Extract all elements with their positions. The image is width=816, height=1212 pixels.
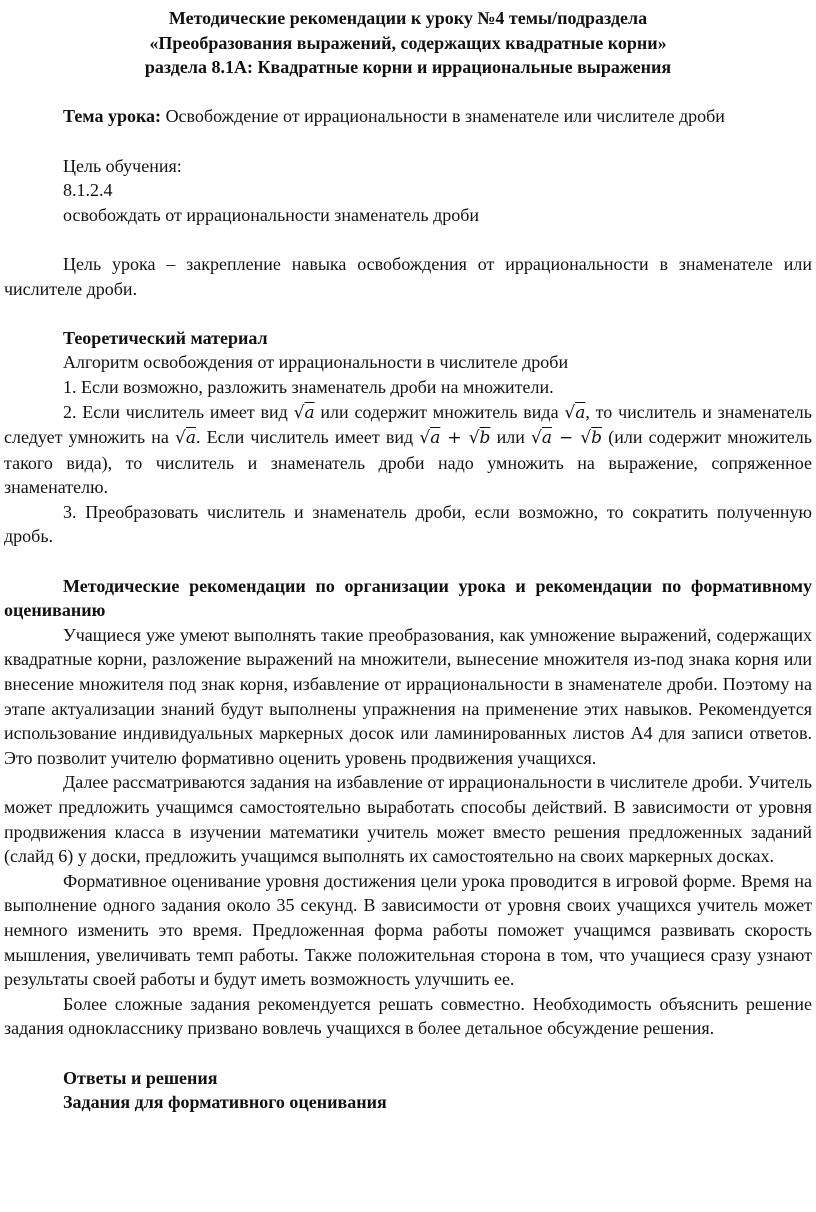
sqrt-symbol: √ [293, 402, 305, 423]
spacer [4, 301, 812, 326]
sqrt-symbol: √ [564, 402, 576, 423]
step2-text-e: или [490, 427, 531, 448]
math-a: a [575, 402, 586, 423]
math-b: b [591, 428, 603, 449]
step2-text-b: или содержит множитель вида [314, 401, 565, 422]
sqrt-symbol: √ [175, 428, 186, 449]
sqrt-symbol: √ [580, 428, 592, 449]
math-a: a [541, 428, 552, 449]
step2-text-c: , то числитель и знаменатель следует умножить на [4, 401, 812, 448]
math-b: b [479, 428, 491, 449]
algorithm-step-1: 1. Если возможно, разложить знаменатель дроби на множители. [63, 376, 554, 397]
goal-text: освобождать от иррациональности знаменатель дроби [63, 204, 480, 225]
math-a: a [304, 402, 315, 423]
formative-tasks-heading: Задания для формативного оценивания [63, 1092, 387, 1113]
method-paragraph-1: Учащиеся уже умеют выполнять такие преобразования, как умножение выражений, содержащих квадратные корни, разложение выражений на множители, вынесение множителя из-под знака корня или внесение множителя под знак корня, избавление от иррациональности в знаменателе дроби. Поэтому на этапе актуализации знаний будут выполнены упражнения на применение этих навыков. Рекомендуется использование индивидуальных маркерных досок или ламинированных листов А4 для записи ответов. Это позволит учителю формативно оценить уровень продвижения учащихся. [4, 624, 812, 768]
goal-code: 8.1.2.4 [63, 180, 113, 201]
sqrt-symbol: √ [468, 428, 480, 449]
theory-heading: Теоретический материал [63, 327, 268, 348]
spacer [4, 1041, 812, 1066]
lesson-topic-text: Освобождение от иррациональности в знаменателе или числителе дроби [161, 106, 725, 127]
algorithm-step-3: 3. Преобразовать числитель и знаменатель дроби, если возможно, то сократить полученную дробь. [4, 501, 812, 547]
math-minus: − [551, 428, 581, 449]
lesson-topic-label: Тема урока: [63, 106, 162, 127]
lesson-topic [4, 104, 812, 129]
math-plus: + [440, 428, 469, 449]
spacer [4, 129, 812, 154]
answers-heading: Ответы и решения [63, 1067, 218, 1088]
step2-text-f: (или содержит множитель такого вида), то числитель и знаменатель дроби надо умножить на выражение, сопряженное знаменателю. [4, 427, 812, 498]
method-paragraph-4: Более сложные задания рекомендуется решать совместно. Необходимость объяснить решение задания однокласснику призвано вовлечь учащихся в более детальное обсуждение решения. [4, 993, 812, 1039]
method-heading: Методические рекомендации по организации урока и рекомендации по формативному оцениванию [4, 575, 812, 621]
math-a: a [430, 428, 441, 449]
math-a: a [185, 428, 197, 449]
algorithm-step-2 [4, 400, 812, 500]
algorithm-title: Алгоритм освобождения от иррациональности в числителе дроби [63, 352, 569, 373]
spacer [4, 549, 812, 574]
sqrt-symbol: √ [530, 428, 542, 449]
spacer [4, 80, 812, 105]
lesson-goal: Цель урока – закрепление навыка освобождения от иррациональности в знаменателе или числителе дроби. [4, 253, 812, 299]
sqrt-symbol: √ [419, 428, 431, 449]
title-line-2: «Преобразования выражений, содержащих квадратные корни» [149, 32, 667, 53]
title-line-3: раздела 8.1А: Квадратные корни и иррациональные выражения [144, 57, 672, 78]
goal-label: Цель обучения: [63, 155, 182, 176]
title-line-1: Методические рекомендации к уроку №4 темы/подраздела [168, 8, 648, 28]
method-paragraph-2: Далее рассматриваются задания на избавление от иррациональности в числителе дроби. Учитель может предложить учащимся самостоятельно выработать способы действий. В зависимости от уровня продвижения класса в изучении математики учитель может вместо решения предложенных заданий (слайд 6) у доски, предложить учащимся выполнять их самостоятельно на своих маркерных досках. [4, 772, 812, 867]
step2-text-a: 2. Если числитель имеет вид [63, 401, 294, 422]
spacer [4, 227, 812, 252]
method-paragraph-3: Формативное оценивание уровня достижения цели урока проводится в игровой форме. Время на выполнение одного задания около 35 секунд. В зависимости от уровня своих учащихся учитель может немного изменить это время. Предложенная форма работы поможет учащимся развивать скорость мышления, увеличивать темп работы. Также положительная сторона в том, что учащиеся сразу узнают результаты своей работы и будут иметь возможность улучшить ее. [4, 870, 812, 990]
step2-text-d: . Если числитель имеет вид [196, 427, 420, 448]
